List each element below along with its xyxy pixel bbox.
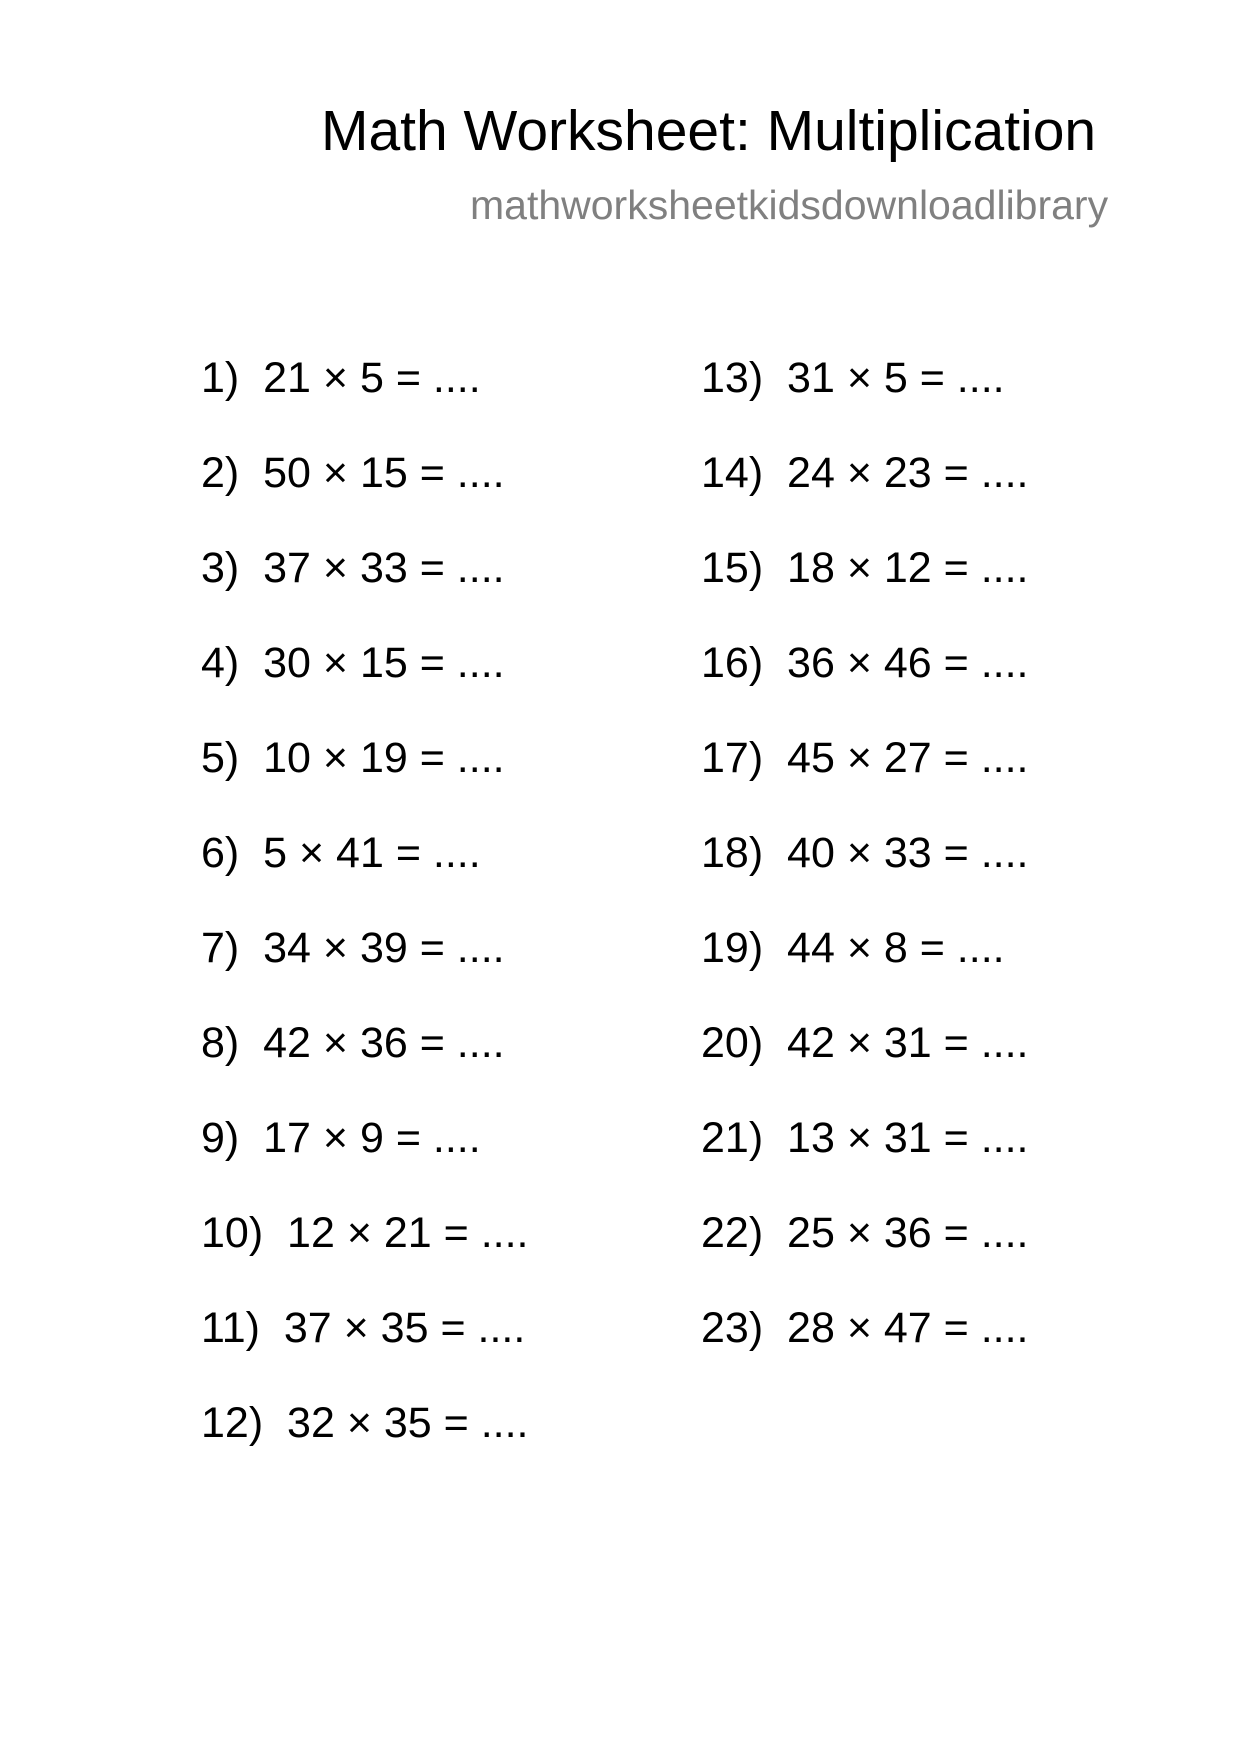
problem-item: 4) 30 × 15 = .... bbox=[201, 639, 505, 687]
problem-item: 17) 45 × 27 = .... bbox=[701, 734, 1029, 782]
problem-item: 13) 31 × 5 = .... bbox=[701, 354, 1005, 402]
problem-item: 6) 5 × 41 = .... bbox=[201, 829, 481, 877]
problem-item: 8) 42 × 36 = .... bbox=[201, 1019, 505, 1067]
problem-item: 19) 44 × 8 = .... bbox=[701, 924, 1005, 972]
problem-item: 15) 18 × 12 = .... bbox=[701, 544, 1029, 592]
problem-item: 20) 42 × 31 = .... bbox=[701, 1019, 1029, 1067]
problem-item: 12) 32 × 35 = .... bbox=[201, 1399, 529, 1447]
problem-item: 3) 37 × 33 = .... bbox=[201, 544, 505, 592]
problem-item: 10) 12 × 21 = .... bbox=[201, 1209, 529, 1257]
problem-item: 9) 17 × 9 = .... bbox=[201, 1114, 481, 1162]
page-title: Math Worksheet: Multiplication bbox=[321, 99, 1097, 163]
problem-item: 11) 37 × 35 = .... bbox=[201, 1304, 526, 1352]
problem-item: 5) 10 × 19 = .... bbox=[201, 734, 505, 782]
problem-item: 1) 21 × 5 = .... bbox=[201, 354, 481, 402]
problems-right-column bbox=[701, 350, 1029, 1395]
problem-item: 14) 24 × 23 = .... bbox=[701, 449, 1029, 497]
problem-item: 2) 50 × 15 = .... bbox=[201, 449, 505, 497]
problem-item: 16) 36 × 46 = .... bbox=[701, 639, 1029, 687]
problem-item: 18) 40 × 33 = .... bbox=[701, 829, 1029, 877]
problem-item: 22) 25 × 36 = .... bbox=[701, 1209, 1029, 1257]
problem-item: 7) 34 × 39 = .... bbox=[201, 924, 505, 972]
problems-left-column bbox=[201, 350, 529, 1490]
problem-item: 23) 28 × 47 = .... bbox=[701, 1304, 1029, 1352]
site-subtitle: mathworksheetkidsdownloadlibrary bbox=[470, 182, 1109, 228]
problem-item: 21) 13 × 31 = .... bbox=[701, 1114, 1029, 1162]
